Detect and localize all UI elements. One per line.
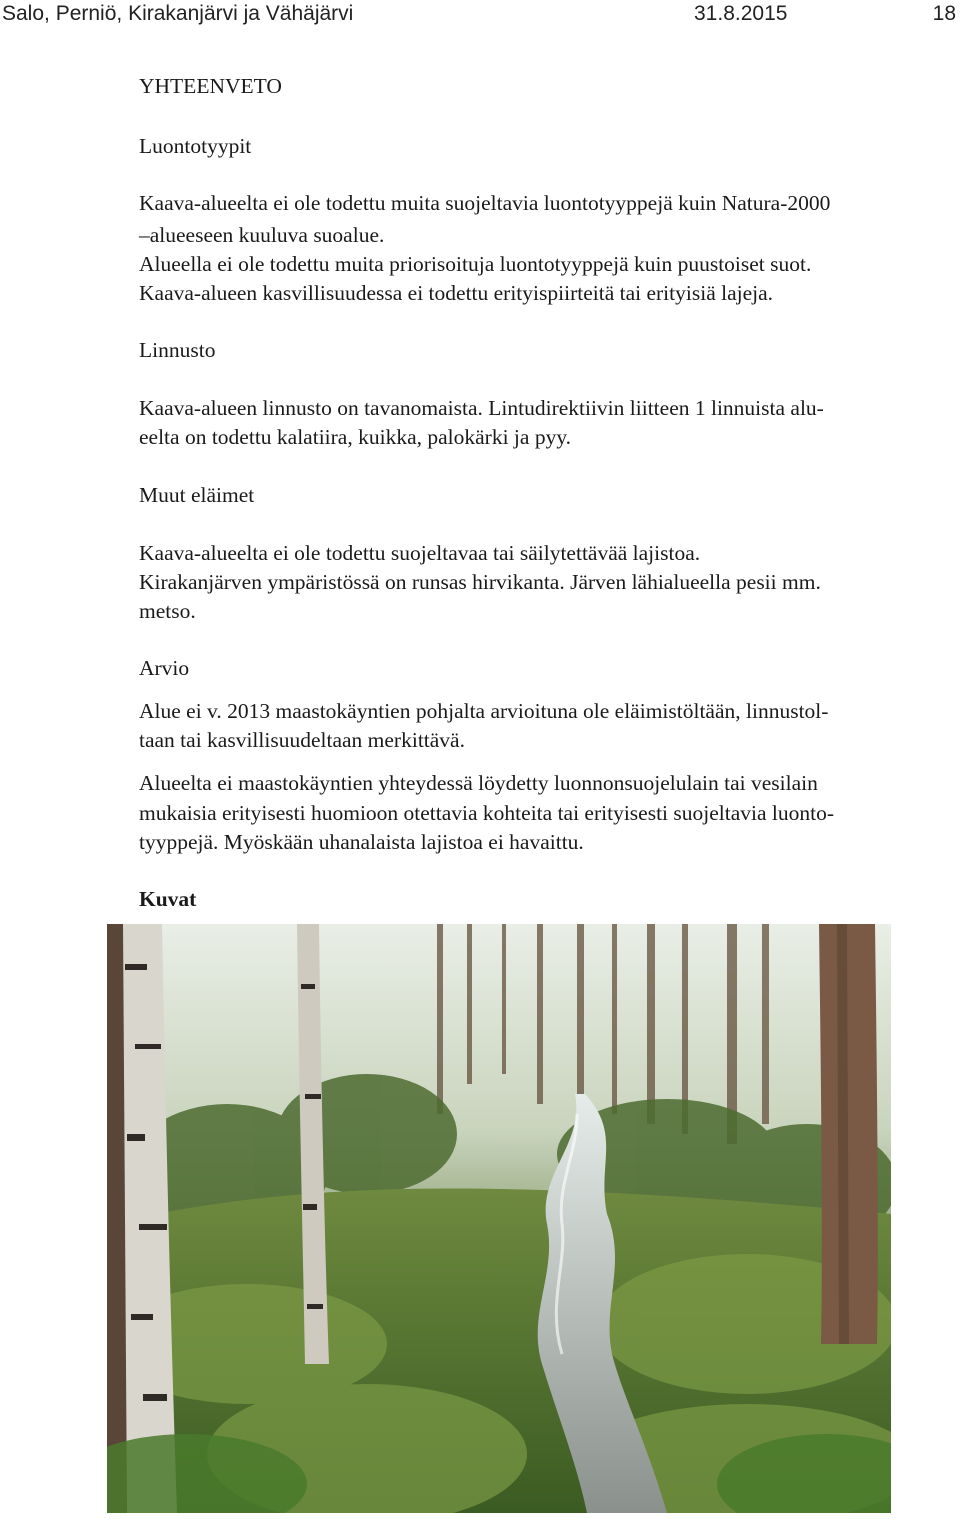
arvio-line: Alueelta ei maastokäyntien yhteydessä löydetty luonnonsuojelulain tai vesilain	[139, 771, 818, 795]
muut-elaimet-line: Kaava-alueelta ei ole todettu suojeltavaa tai säilytettävää lajistoa.	[139, 541, 701, 565]
arvio-line: Alue ei v. 2013 maastokäyntien pohjalta arvioituna ole eläimistöltään, linnustol-	[139, 699, 829, 723]
linnusto-line: eelta on todettu kalatiira, kuikka, palokärki ja pyy.	[139, 425, 572, 449]
kuvat-title: Kuvat	[139, 887, 197, 911]
arvio-line: taan tai kasvillisuudeltaan merkittävä.	[139, 728, 465, 752]
linnusto-title: Linnusto	[139, 338, 216, 362]
arvio-title: Arvio	[139, 656, 190, 680]
forest-stream-photo	[107, 924, 891, 1513]
muut-elaimet-line: Kirakanjärven ympäristössä on runsas hirvikanta. Järven lähialueella pesii mm.	[139, 570, 821, 594]
header-date: 31.8.2015	[694, 2, 788, 25]
luontotyypit-line: Kaava-alueen kasvillisuudessa ei todettu erityispiirteitä tai erityisiä lajeja.	[139, 281, 774, 305]
muut-elaimet-title: Muut eläimet	[139, 483, 255, 507]
header-title: Salo, Perniö, Kirakanjärvi ja Vähäjärvi	[2, 2, 354, 25]
luontotyypit-line: Kaava-alueelta ei ole todettu muita suojeltavia luontotyyppejä kuin Natura-2000	[139, 191, 831, 215]
luontotyypit-line: –alueeseen kuuluva suoalue.	[139, 223, 385, 247]
arvio-line: mukaisia erityisesti huomioon otettavia kohteita tai erityisesti suojeltavia luonto-	[139, 801, 835, 825]
page-number: 18	[932, 2, 956, 25]
luontotyypit-line: Alueella ei ole todettu muita priorisoituja luontotyyppejä kuin puustoiset suot.	[139, 252, 812, 276]
muut-elaimet-line: metso.	[139, 599, 196, 623]
arvio-line: tyyppejä. Myöskään uhanalaista lajistoa ei havaittu.	[139, 830, 584, 854]
section-heading: YHTEENVETO	[139, 74, 282, 98]
page-header	[0, 0, 960, 30]
luontotyypit-title: Luontotyypit	[139, 134, 252, 158]
linnusto-line: Kaava-alueen linnusto on tavanomaista. Lintudirektiivin liitteen 1 linnuista alu-	[139, 396, 824, 420]
